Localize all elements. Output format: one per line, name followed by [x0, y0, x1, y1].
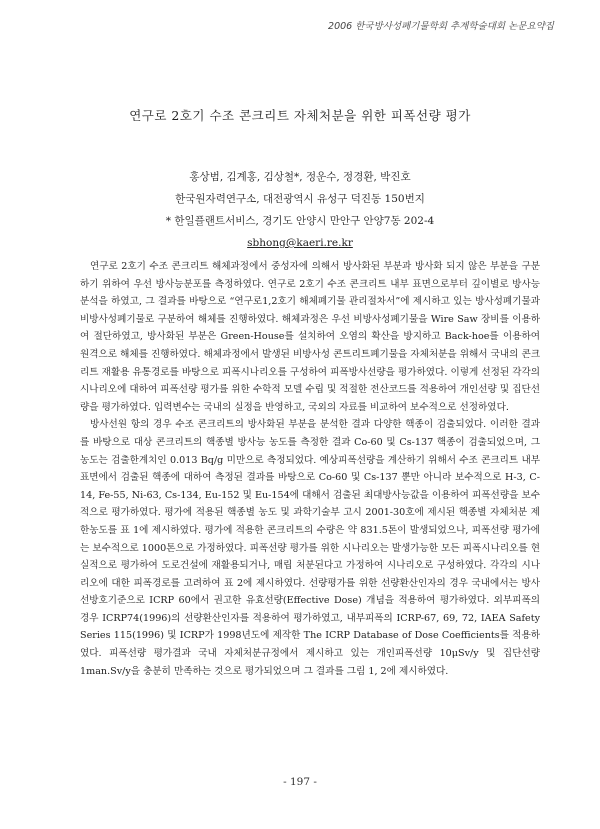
- affiliation-secondary: * 한일플랜트서비스, 경기도 안양시 만안구 안양7동 202-4: [165, 215, 435, 227]
- affiliation-primary: 한국원자력연구소, 대전광역시 유성구 덕진동 150번지: [175, 193, 425, 205]
- page-number: - 197 -: [283, 776, 317, 788]
- running-header: 2006 한국방사성폐기물학회 추계학술대회 논문요약집: [328, 21, 554, 32]
- body-paragraph: 방사선원 항의 경우 수조 콘크리트의 방사화된 부분을 분석한 결과 다양한 핵종이 검출되었다. 이러한 결과를 바탕으로 대상 콘크리트의 핵종별 방사능 농도를 측정한 결과 Co-60 및 Cs-137 핵종이 검출되었으며, 그 농도는 검출한계치인 0.013 Bq/g 미만으로 측정되었다. 예상피폭선량을 계산하기 위해서 수조 콘크리트 내부 표면에서 검출된 핵종에 대하여 측정된 결과를 바탕으로 Co-60 및 Cs-137 뿐만 아니라 보수적으로 H-3, C-14, Fe-55, Ni-63, Cs-134, Eu-152 및 Eu-154에 대해서 검출된 최대방사능값을 이용하여 피폭선량을 보수적으로 평가하였다. 평가에 적용된 핵종별 농도 및 과학기술부 고시 2001-30호에 제시된 핵종별 자체처분 제한농도를 표 1에 제시하였다. 평가에 적용한 콘크리트의 수량은 약 831.5톤이 발생되었으나, 피폭선량 평가에는 보수적으로 1000톤으로 가정하였다. 피폭선량 평가를 위한 시나리오는 발생가능한 모든 피폭시나리오를 현실적으로 평가하여 도로건설에 재활용되거나, 매립 처분된다고 가정하여 시나리오로 구성하였다. 각각의 시나리오에 대한 피폭경로를 고려하여 표 2에 제시하였다. 선량평가를 위한 선량환산인자의 경우 국내에서는 방사선방호기준으로 ICRP 60에서 권고한 유효선량(Effective Dose) 개념을 적용하여 평가하였다. 외부피폭의 경우 ICRP74(1996)의 선량환산인자를 적용하여 평가하였고, 내부피폭의 ICRP-67, 69, 72, IAEA Safety Series 115(1996) 및 ICRP가 1998년도에 제작한 The ICRP Database of Dose Coefficients를 적용하였다. 피폭선량 평가결과 국내 자체처분규정에서 제시하고 있는 개인피폭선량 10μSv/y 및 집단선량 1man.Sv/y을 충분히 만족하는 것으로 평가되었으며 그 결과를 그림 1, 2에 제시하였다.: [80, 419, 540, 677]
- body-paragraph: 연구로 2호기 수조 콘크리트 해체과정에서 중성자에 의해서 방사화된 부분과 방사화 되지 않은 부분을 구분하기 위하여 우선 방사능분포를 측정하였다. 연구로 2호기 수조 콘크리트 내부 표면으로부터 깊이별로 방사능 분석을 하였고, 그 결과를 바탕으로 “연구로1,2호기 해체폐기물 관리절차서”에 제시하고 있는 방사성폐기물과 비방사성폐기물로 구분하여 해체를 진행하였다. 해체과정은 우선 비방사성폐기물을 Wire Saw 장비를 이용하여 절단하였고, 방사화된 부분은 Green-House를 설치하여 오염의 확산을 방지하고 Back-hoe를 이용하여 원격으로 해체를 진행하였다. 해체과정에서 발생된 비방사성 콘트리트폐기물을 자체처분을 위해서 국내의 콘크리트 재활용 유통경로를 바탕으로 피폭시나리오를 구성하여 피폭방사선량을 평가하였다. 이렇게 선정된 각각의 시나리오에 대하여 피폭선량 평가를 위한 수학적 모델 수립 및 적절한 전산코드를 적용하여 개인선량 및 집단선량을 평가하였다. 입력변수는 국내의 실정을 반영하고, 국외의 자료를 비교하여 보수적으로 선정하였다.: [80, 261, 540, 413]
- author-list: 홍상범, 김계홍, 김상철*, 정운수, 정경환, 박진호: [189, 171, 411, 183]
- email-address: sbhong@kaeri.re.kr: [247, 237, 353, 249]
- paper-title: 연구로 2호기 수조 콘크리트 자체처분을 위한 피폭선량 평가: [129, 108, 471, 123]
- abstract-body: [80, 258, 540, 680]
- author-block: [0, 166, 600, 254]
